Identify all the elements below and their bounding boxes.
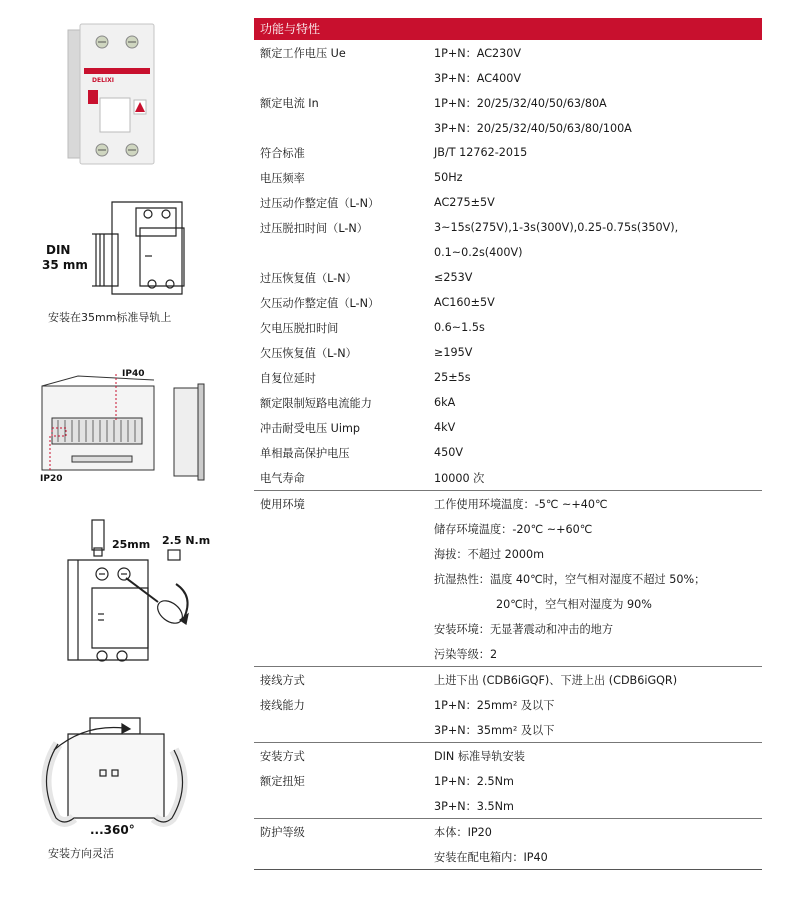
spec-value: 安装环境：无显著震动和冲击的地方 <box>434 622 614 636</box>
spec-label: 欠电压脱扣时间 <box>260 321 339 335</box>
spec-row <box>254 566 762 591</box>
spec-group <box>254 491 762 667</box>
spec-value: 3P+N：3.5Nm <box>434 799 514 813</box>
spec-row <box>254 844 762 869</box>
spec-row <box>254 365 762 390</box>
spec-row <box>254 265 762 290</box>
spec-value: 海拔：不超过 2000m <box>434 547 545 561</box>
spec-value: 本体：IP20 <box>434 825 492 839</box>
spec-value: 0.1~0.2s(400V) <box>434 246 523 259</box>
wiring-torque-drawing <box>58 516 218 666</box>
spec-value: ≤253V <box>434 271 473 284</box>
spec-label: 单相最高保护电压 <box>260 446 350 460</box>
spec-value: JB/T 12762-2015 <box>434 146 528 159</box>
spec-value: 3P+N：20/25/32/40/50/63/80/100A <box>434 121 632 135</box>
din-rail-drawing <box>40 198 200 302</box>
spec-value: 450V <box>434 446 464 459</box>
spec-value: AC275±5V <box>434 196 495 209</box>
spec-row <box>254 768 762 793</box>
spec-row <box>254 591 762 616</box>
spec-value: 1P+N：20/25/32/40/50/63/80A <box>434 96 607 110</box>
spec-value: 1P+N：AC230V <box>434 46 522 60</box>
spec-label: 符合标准 <box>260 146 305 160</box>
spec-group <box>254 743 762 819</box>
spec-row <box>254 641 762 666</box>
spec-value: 4kV <box>434 421 456 434</box>
spec-row <box>254 793 762 818</box>
spec-value: 1P+N：25mm² 及以下 <box>434 698 555 712</box>
product-image <box>62 20 162 170</box>
spec-row <box>254 440 762 465</box>
spec-value: 工作使用环境温度：-5℃ ~+40℃ <box>434 497 608 511</box>
spec-row <box>254 616 762 641</box>
spec-row <box>254 465 762 490</box>
spec-row <box>254 491 762 516</box>
spec-label: 额定工作电压 Ue <box>260 46 346 60</box>
spec-row <box>254 65 762 90</box>
din-width-label: 35 mm <box>42 258 88 272</box>
orientation-caption: 安装方向灵活 <box>48 847 114 860</box>
spec-label: 额定电流 In <box>260 96 319 110</box>
spec-label: 欠压动作整定值（L-N） <box>260 296 380 310</box>
spec-row <box>254 340 762 365</box>
spec-value: 上进下出 (CDB6iGQF)、下进上出 (CDB6iGQR) <box>434 673 678 687</box>
spec-value: 3P+N：35mm² 及以下 <box>434 723 555 737</box>
spec-value: 50Hz <box>434 171 463 184</box>
spec-value: 抗湿热性：温度 40℃时，空气相对湿度不超过 50%； <box>434 572 706 586</box>
spec-row <box>254 190 762 215</box>
spec-row <box>254 165 762 190</box>
spec-label: 防护等级 <box>260 825 305 839</box>
spec-group <box>254 819 762 870</box>
spec-value: 3P+N：AC400V <box>434 71 522 85</box>
spec-group <box>254 667 762 743</box>
spec-row <box>254 290 762 315</box>
spec-row <box>254 743 762 768</box>
spec-row <box>254 140 762 165</box>
spec-row <box>254 819 762 844</box>
spec-label: 冲击耐受电压 Uimp <box>260 421 360 435</box>
spec-row <box>254 541 762 566</box>
spec-value: 10000 次 <box>434 471 485 485</box>
din-rail-caption: 安装在35mm标准导轨上 <box>48 311 172 324</box>
spec-label: 过压脱扣时间（L-N） <box>260 221 368 235</box>
spec-value: 1P+N：2.5Nm <box>434 774 514 788</box>
strip-length-label: 25mm <box>112 538 151 551</box>
torque-label: 2.5 N.m <box>162 534 211 547</box>
spec-value: ≥195V <box>434 346 473 359</box>
spec-value: 污染等级：2 <box>434 647 498 661</box>
spec-row <box>254 215 762 240</box>
spec-label: 额定扭矩 <box>260 774 305 788</box>
spec-value: 0.6~1.5s <box>434 321 485 334</box>
spec-row <box>254 516 762 541</box>
rotation-label: ...360° <box>90 823 135 837</box>
ip20-label: IP20 <box>40 474 63 484</box>
spec-value: AC160±5V <box>434 296 495 309</box>
spec-row <box>254 667 762 692</box>
spec-row <box>254 415 762 440</box>
spec-label: 额定限制短路电流能力 <box>260 396 372 410</box>
spec-group <box>254 40 762 491</box>
spec-label: 电压频率 <box>260 171 305 185</box>
spec-row <box>254 40 762 65</box>
spec-label: 接线能力 <box>260 698 305 712</box>
spec-row <box>254 90 762 115</box>
orientation-drawing <box>34 714 194 838</box>
spec-label: 使用环境 <box>260 497 305 511</box>
spec-value: 3~15s(275V),1-3s(300V),0.25-0.75s(350V), <box>434 221 679 234</box>
spec-label: 自复位延时 <box>260 371 316 385</box>
spec-label: 安装方式 <box>260 749 305 763</box>
spec-value: 储存环境温度：-20℃ ~+60℃ <box>434 522 593 536</box>
spec-row <box>254 717 762 742</box>
spec-row <box>254 692 762 717</box>
ip40-label: IP40 <box>122 369 145 379</box>
spec-value: 20℃时，空气相对湿度为 90% <box>496 597 652 611</box>
enclosure-drawing <box>38 366 218 484</box>
spec-table <box>254 18 762 870</box>
din-label: DIN <box>46 243 71 257</box>
spec-row <box>254 240 762 265</box>
spec-label: 接线方式 <box>260 673 305 687</box>
spec-value: DIN 标准导轨安装 <box>434 749 525 763</box>
spec-value: 6kA <box>434 396 456 409</box>
spec-label: 过压动作整定值（L-N） <box>260 196 380 210</box>
spec-row <box>254 315 762 340</box>
spec-label: 电气寿命 <box>260 471 305 485</box>
spec-label: 欠压恢复值（L-N） <box>260 346 357 360</box>
spec-header: 功能与特性 <box>254 18 762 40</box>
spec-value: 安装在配电箱内：IP40 <box>434 850 548 864</box>
spec-label: 过压恢复值（L-N） <box>260 271 357 285</box>
spec-row <box>254 115 762 140</box>
brand-logo: DELIXI <box>92 77 114 84</box>
spec-value: 25±5s <box>434 371 471 384</box>
spec-row <box>254 390 762 415</box>
